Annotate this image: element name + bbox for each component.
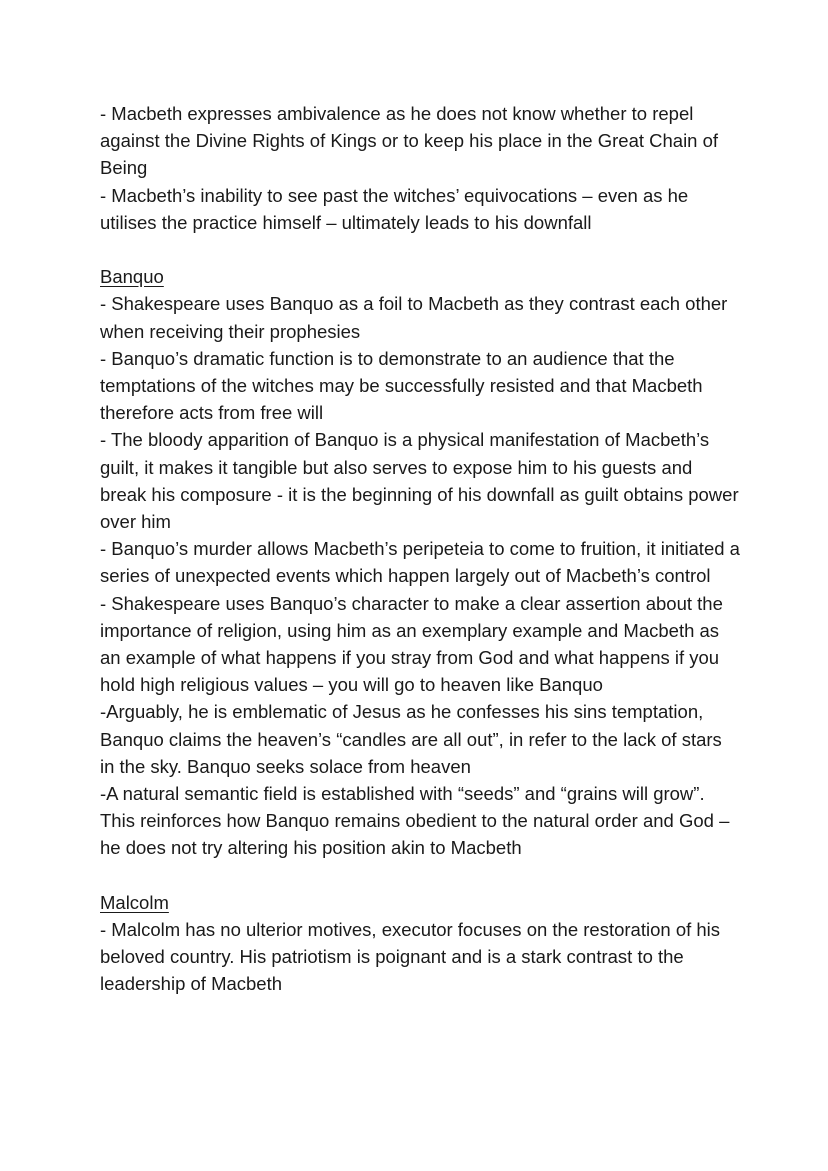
banquo-section xyxy=(100,263,740,861)
section-spacer xyxy=(100,236,740,263)
section-spacer xyxy=(100,862,740,889)
intro-section xyxy=(100,100,740,236)
intro-bullet-1: - Macbeth expresses ambivalence as he does not know whether to repel against the Divine Rights of Kings or to keep his place in the Great Chain of Being xyxy=(100,103,719,179)
banquo-bullet-7: -A natural semantic field is established with “seeds” and “grains will grow”. This reinforces how Banquo remains obedient to the natural order and God – he does not try altering his position akin to Macbeth xyxy=(100,783,730,859)
malcolm-bullet-1: - Malcolm has no ulterior motives, executor focuses on the restoration of his beloved country. His patriotism is poignant and is a stark contrast to the leadership of Macbeth xyxy=(100,919,721,995)
banquo-bullet-5: - Shakespeare uses Banquo’s character to make a clear assertion about the importance of religion, using him as an exemplary example and Macbeth as an example of what happens if you stray from God and what happens if you hold high religious values – you will go to heaven like Banquo xyxy=(100,592,723,696)
banquo-bullet-4: - Banquo’s murder allows Macbeth’s peripeteia to come to fruition, it initiated a series of unexpected events which happen largely out of Macbeth’s control xyxy=(100,538,740,587)
banquo-bullet-2: - Banquo’s dramatic function is to demonstrate to an audience that the temptations of the witches may be successfully resisted and that Macbeth therefore acts from free will xyxy=(100,347,703,424)
banquo-bullet-1: - Shakespeare uses Banquo as a foil to Macbeth as they contrast each other when receiving their prophesies xyxy=(100,293,728,342)
malcolm-section xyxy=(100,889,740,998)
page-content xyxy=(100,100,740,998)
banquo-heading: Banquo xyxy=(100,266,164,288)
malcolm-heading: Malcolm xyxy=(100,891,169,913)
banquo-bullet-3: - The bloody apparition of Banquo is a physical manifestation of Macbeth’s guilt, it makes it tangible but also serves to expose him to his guests and break his composure - it is the beginning of his downfall as guilt obtains power over him xyxy=(100,429,739,533)
banquo-bullet-6: -Arguably, he is emblematic of Jesus as he confesses his sins temptation, Banquo claims the heaven’s “candles are all out”, in refer to the lack of stars in the sky. Banquo seeks solace from heaven xyxy=(100,701,722,777)
intro-bullet-2: - Macbeth’s inability to see past the witches’ equivocations – even as he utilises the practice himself – ultimately leads to his downfall xyxy=(100,184,689,233)
